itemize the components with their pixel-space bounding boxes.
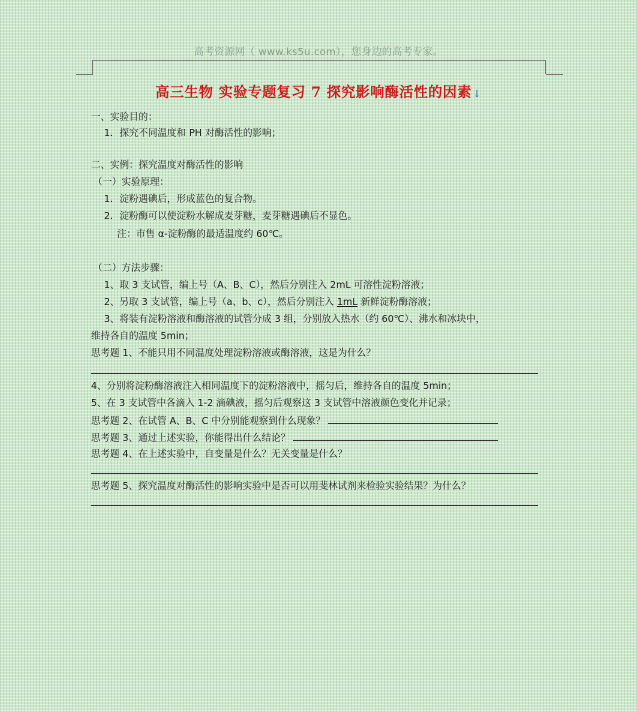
site-header: 高考资源网（ www.ks5u.com），您身边的高考专家。 [193,47,444,58]
corner-bracket-right [545,60,546,74]
line-text: 2．淀粉酶可以使淀粉水解成麦芽糖，麦芽糖遇碘后不显色。 [104,211,358,222]
document-title [0,82,637,102]
section-heading [91,159,243,173]
question [91,448,347,462]
subsection-heading [93,262,169,276]
list-item [104,279,430,293]
note [117,228,289,242]
line-text: 1mL [336,297,358,308]
document-title-text: 高三生物 实验专题复习 7 探究影响酶活性的因素 [155,85,472,101]
question [91,347,376,361]
line-text: 二、实例：探究温度对酶活性的影响 [91,160,244,171]
line-text: 5、在 3 支试管中各滴入 1-2 滴碘液，摇匀后观察这 3 支试管中溶液颜色变化并记录； [91,398,457,409]
question [91,480,471,494]
paragraph-mark-icon: ↓ [472,89,482,100]
page-header-rule [92,60,545,61]
answer-blank [293,431,498,441]
list-item [104,210,357,224]
line-text: 4、分别将淀粉酶溶液注入相同温度下的淀粉溶液中，摇匀后，维持各自的温度 5min； [91,381,457,392]
question [91,431,498,446]
line-text: 思考题 5、探究温度对酶活性的影响实验中是否可以用斐林试剂来检验实验结果？为什么？ [91,481,471,492]
answer-line [91,373,538,374]
line-text: 新鲜淀粉酶溶液； [357,297,437,308]
line-text: （一）实验原理： [93,177,170,188]
line-text: 思考题 3、通过上述实验，你能得出什么结论？ [91,433,291,444]
list-item [104,193,262,207]
line-text: 1、取 3 支试管，编上号（A、B、C），然后分别注入 2mL 可溶性淀粉溶液； [104,280,430,291]
line-text: 注：市售 α-淀粉酶的最适温度约 60℃。 [117,229,289,240]
line-text: 思考题 1、不能只用不同温度处理淀粉溶液或酶溶液，这是为什么？ [91,348,376,359]
line-text: 1．探究不同温度和 PH 对酶活性的影响； [104,128,281,139]
list-item [104,127,281,141]
section-heading [91,111,158,125]
line-text: 思考题 4、在上述实验中，自变量是什么？无关变量是什么？ [91,449,348,460]
list-item [91,380,457,394]
corner-bracket-left [92,60,93,74]
line-text: （二）方法步骤： [93,263,170,274]
line-text: 3、将装有淀粉溶液和酶溶液的试管分成 3 组，分别放入热水（约 60℃）、沸水和冰块中， [104,314,486,325]
subsection-heading [93,176,169,190]
list-item-continued [91,330,194,344]
line-text: 1．淀粉遇碘后，形成蓝色的复合物。 [104,194,263,205]
question [91,414,498,429]
list-item [104,313,485,327]
answer-blank [328,414,498,424]
line-text: 维持各自的温度 5min； [91,331,194,342]
line-text: 思考题 2、在试管 A、B、C 中分别能观察到什么现象？ [91,416,326,427]
list-item [104,296,437,310]
answer-line [91,505,538,506]
line-text: 一、实验目的： [91,112,158,123]
line-text: 2、另取 3 支试管，编上号（a、b、c），然后分别注入 [104,297,337,308]
list-item [91,397,456,411]
answer-line [91,473,538,474]
